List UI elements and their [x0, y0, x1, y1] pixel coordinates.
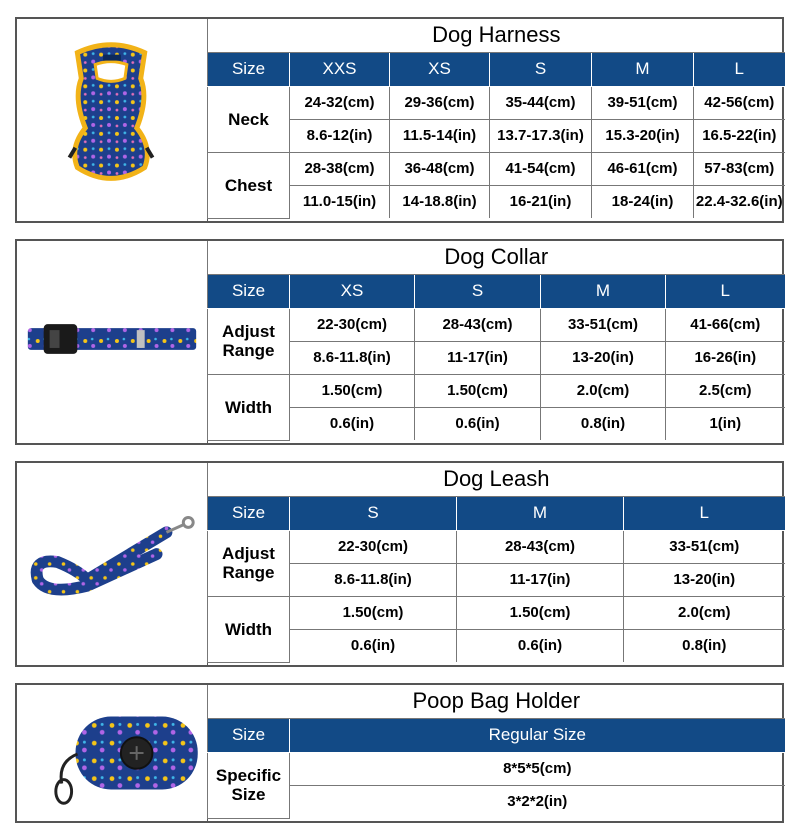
table-cell: 8*5*5(cm)	[290, 752, 785, 785]
section-title: Dog Leash	[208, 463, 785, 496]
table-cell: 16-26(in)	[666, 341, 785, 374]
size-header: Size	[208, 496, 290, 530]
dog-leash-table	[207, 463, 785, 663]
table-cell: 11-17(in)	[415, 341, 541, 374]
dog-harness-image	[17, 19, 208, 221]
table-cell: 0.6(in)	[290, 629, 457, 662]
table-cell: 1.50(cm)	[290, 374, 415, 407]
table-cell: 1.50(cm)	[457, 596, 624, 629]
harness-illustration	[17, 19, 207, 221]
table-cell: 22-30(cm)	[290, 530, 457, 563]
size-column-header: XS	[290, 274, 415, 308]
row-label-specific-size: Specific Size	[208, 752, 290, 818]
table-cell: 1(in)	[666, 407, 785, 440]
size-column-header: L	[624, 496, 785, 530]
table-cell: 28-43(cm)	[415, 308, 541, 341]
table-cell: 0.8(in)	[541, 407, 666, 440]
row-label-adjust-range: Adjust Range	[208, 530, 290, 596]
table-cell: 0.6(in)	[415, 407, 541, 440]
table-cell: 8.6-11.8(in)	[290, 341, 415, 374]
table-cell: 11.0-15(in)	[290, 185, 390, 218]
table-cell: 28-43(cm)	[457, 530, 624, 563]
table-cell: 3*2*2(in)	[290, 785, 785, 818]
table-cell: 41-66(cm)	[666, 308, 785, 341]
dog-harness-table	[207, 19, 785, 219]
dog-leash-image	[17, 463, 208, 665]
table-cell: 22.4-32.6(in)	[694, 185, 785, 218]
table-cell: 18-24(in)	[592, 185, 694, 218]
table-cell: 57-83(cm)	[694, 152, 785, 185]
section-title: Dog Collar	[208, 241, 785, 274]
size-header: Size	[208, 52, 290, 86]
table-cell: 13-20(in)	[624, 563, 785, 596]
size-column-header: S	[290, 496, 457, 530]
table-cell: 0.6(in)	[290, 407, 415, 440]
table-cell: 1.50(cm)	[290, 596, 457, 629]
table-cell: 2.0(cm)	[624, 596, 785, 629]
size-column-header: L	[666, 274, 785, 308]
poop-bag-holder-image	[17, 685, 208, 821]
size-column-header: XS	[390, 52, 490, 86]
table-cell: 29-36(cm)	[390, 86, 490, 119]
collar-illustration	[17, 241, 207, 443]
table-cell: 28-38(cm)	[290, 152, 390, 185]
size-column-header: L	[694, 52, 785, 86]
table-cell: 8.6-12(in)	[290, 119, 390, 152]
table-cell: 15.3-20(in)	[592, 119, 694, 152]
row-label-width: Width	[208, 596, 290, 662]
table-cell: 33-51(cm)	[624, 530, 785, 563]
size-header: Size	[208, 274, 290, 308]
size-header: Size	[208, 718, 290, 752]
size-column-header: S	[415, 274, 541, 308]
table-cell: 36-48(cm)	[390, 152, 490, 185]
size-column-header: XXS	[290, 52, 390, 86]
dog-harness-panel	[15, 17, 784, 223]
leash-illustration	[17, 463, 207, 665]
dog-collar-table	[207, 241, 785, 441]
table-cell: 2.5(cm)	[666, 374, 785, 407]
table-cell: 41-54(cm)	[490, 152, 592, 185]
size-column-header: M	[592, 52, 694, 86]
section-title: Dog Harness	[208, 19, 785, 52]
dog-collar-image	[17, 241, 208, 443]
table-cell: 35-44(cm)	[490, 86, 592, 119]
table-cell: 33-51(cm)	[541, 308, 666, 341]
table-cell: 11-17(in)	[457, 563, 624, 596]
table-cell: 13-20(in)	[541, 341, 666, 374]
poop-bag-holder-panel	[15, 683, 784, 823]
table-cell: 0.6(in)	[457, 629, 624, 662]
row-label-adjust-range: Adjust Range	[208, 308, 290, 374]
row-label-width: Width	[208, 374, 290, 440]
dog-leash-panel	[15, 461, 784, 667]
table-cell: 46-61(cm)	[592, 152, 694, 185]
table-cell: 1.50(cm)	[415, 374, 541, 407]
section-title: Poop Bag Holder	[208, 685, 785, 718]
size-column-header: M	[457, 496, 624, 530]
table-cell: 13.7-17.3(in)	[490, 119, 592, 152]
size-column-header: Regular Size	[290, 718, 785, 752]
table-cell: 22-30(cm)	[290, 308, 415, 341]
size-column-header: S	[490, 52, 592, 86]
table-cell: 8.6-11.8(in)	[290, 563, 457, 596]
size-column-header: M	[541, 274, 666, 308]
table-cell: 24-32(cm)	[290, 86, 390, 119]
dog-collar-panel	[15, 239, 784, 445]
row-label-chest: Chest	[208, 152, 290, 218]
table-cell: 42-56(cm)	[694, 86, 785, 119]
table-cell: 14-18.8(in)	[390, 185, 490, 218]
row-label-neck: Neck	[208, 86, 290, 152]
table-cell: 16.5-22(in)	[694, 119, 785, 152]
table-cell: 39-51(cm)	[592, 86, 694, 119]
table-cell: 16-21(in)	[490, 185, 592, 218]
table-cell: 11.5-14(in)	[390, 119, 490, 152]
table-cell: 0.8(in)	[624, 629, 785, 662]
poop-bag-holder-table	[207, 685, 785, 819]
table-cell: 2.0(cm)	[541, 374, 666, 407]
poop-bag-holder-illustration	[17, 685, 207, 821]
